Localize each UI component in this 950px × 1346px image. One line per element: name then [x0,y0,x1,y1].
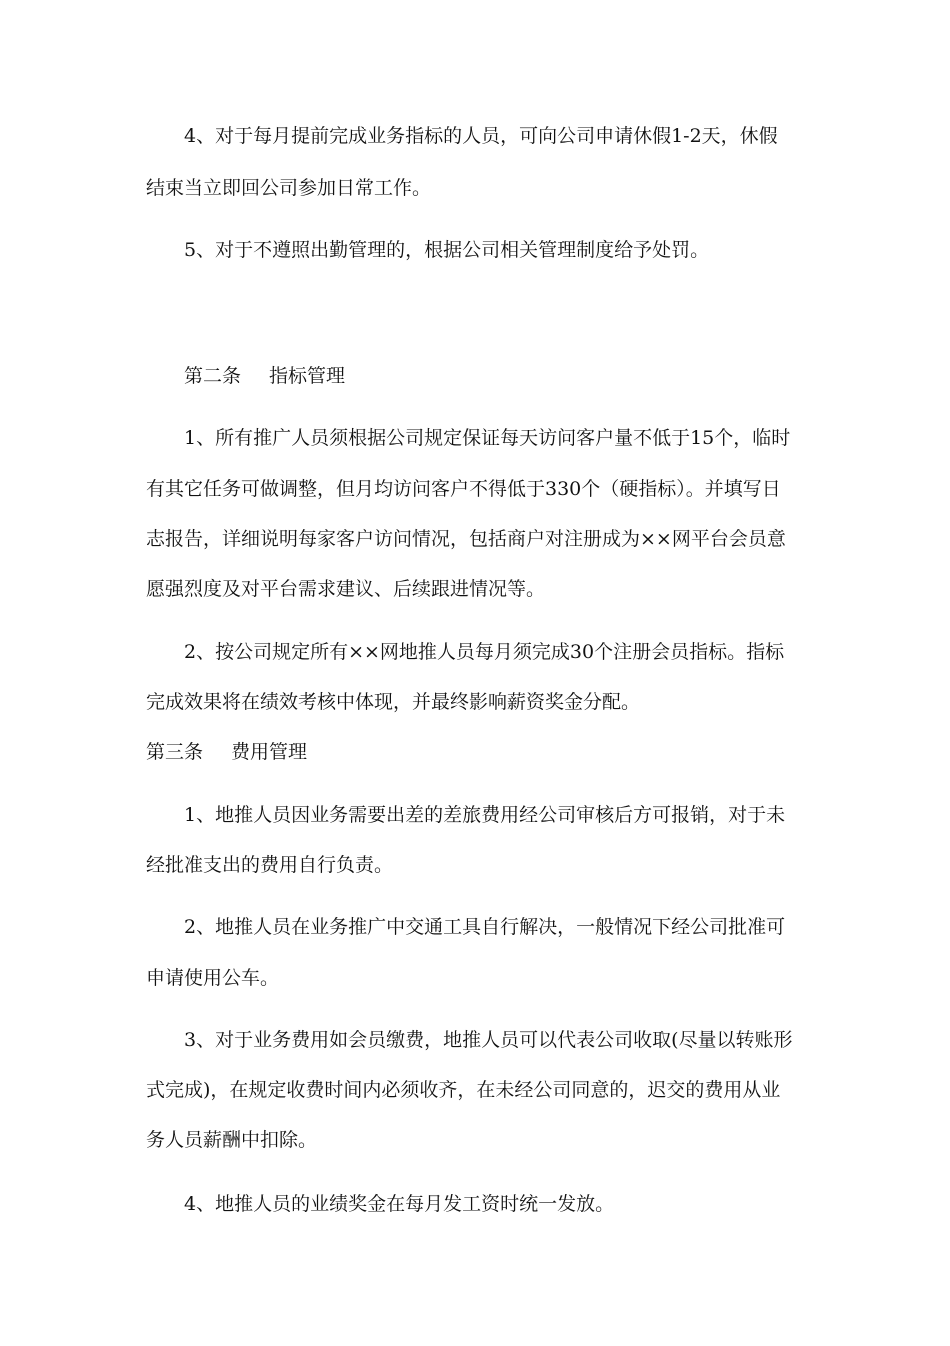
paragraph-attendance-4-line1: 4、对于每月提前完成业务指标的人员，可向公司申请休假1-2天，休假 [184,125,778,147]
section-2-item-1-line3: 志报告，详细说明每家客户访问情况，包括商户对注册成为××网平台会员意 [146,528,786,550]
section-3-item-2-line1: 2、地推人员在业务推广中交通工具自行解决，一般情况下经公司批准可 [184,916,786,938]
section-2-item-1-line1: 1、所有推广人员须根据公司规定保证每天访问客户量不低于15个，临时 [184,427,791,449]
section-3-item-3-line1: 3、对于业务费用如会员缴费，地推人员可以代表公司收取(尽量以转账形 [184,1029,793,1051]
section-2-item-2-line1: 2、按公司规定所有××网地推人员每月须完成30个注册会员指标。指标 [184,641,785,663]
section-3-item-4-line1: 4、地推人员的业绩奖金在每月发工资时统一发放。 [184,1193,615,1215]
section-2-number: 第二条 [184,365,242,387]
section-2-item-1-line4: 愿强烈度及对平台需求建议、后续跟进情况等。 [146,578,546,600]
section-3-heading [146,740,307,764]
section-3-item-1-line1: 1、地推人员因业务需要出差的差旅费用经公司审核后方可报销，对于未 [184,804,786,826]
section-3-item-1-line2: 经批准支出的费用自行负责。 [146,854,394,876]
section-3-item-3-line3: 务人员薪酬中扣除。 [146,1129,318,1151]
section-3-title: 费用管理 [231,741,308,763]
section-2-item-1-line2: 有其它任务可做调整，但月均访问客户不得低于330个（硬指标）。并填写日 [146,478,781,500]
paragraph-attendance-4-line2: 结束当立即回公司参加日常工作。 [146,177,432,199]
section-3-item-2-line2: 申请使用公车。 [146,967,280,989]
section-3-number: 第三条 [146,741,204,763]
section-2-heading [184,364,345,388]
section-3-item-3-line2: 式完成)，在规定收费时间内必须收齐，在未经公司同意的，迟交的费用从业 [146,1079,781,1101]
section-2-title: 指标管理 [269,365,346,387]
paragraph-attendance-5: 5、对于不遵照出勤管理的，根据公司相关管理制度给予处罚。 [184,239,710,261]
section-2-item-2-line2: 完成效果将在绩效考核中体现，并最终影响薪资奖金分配。 [146,691,641,713]
